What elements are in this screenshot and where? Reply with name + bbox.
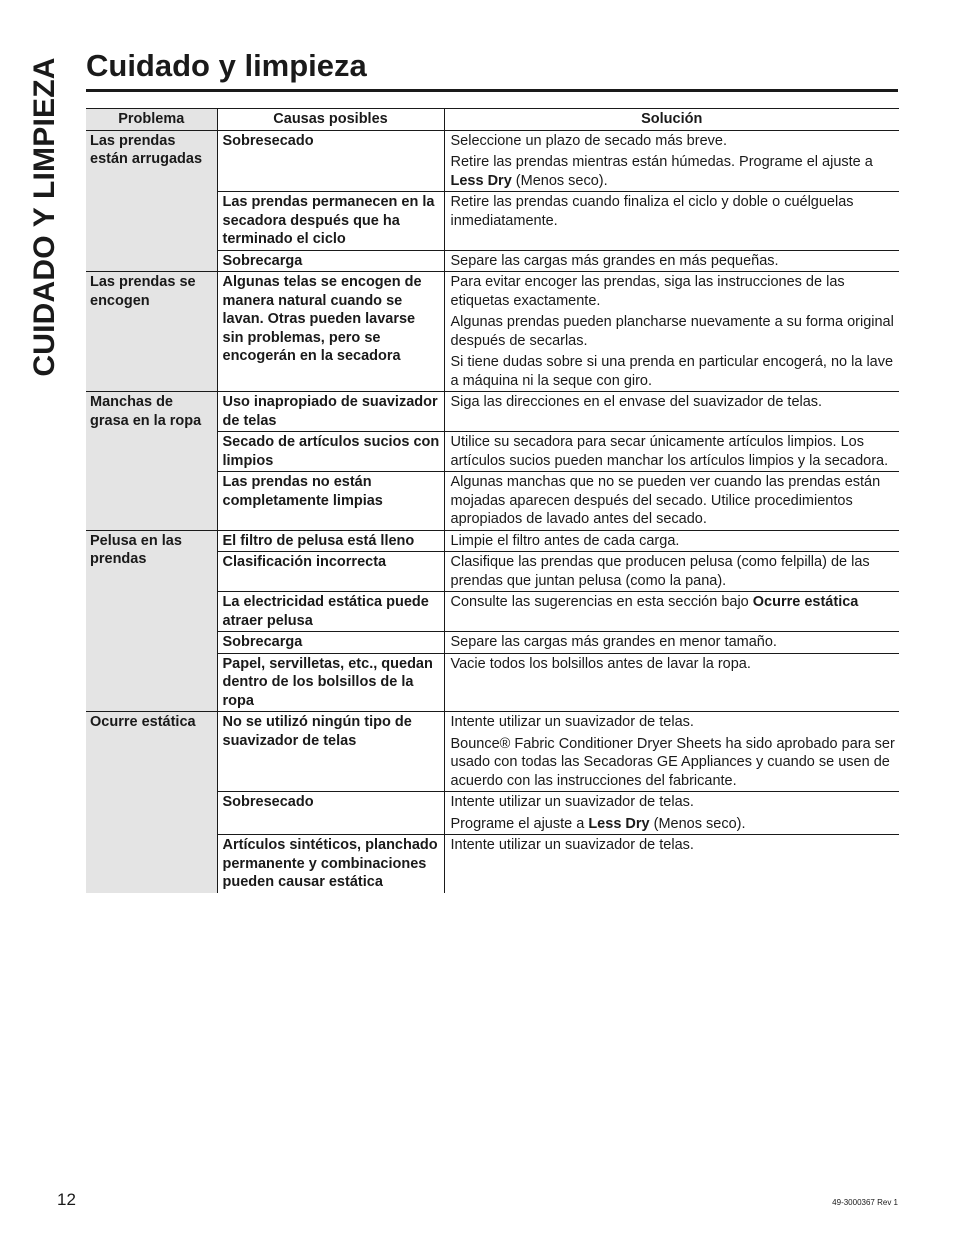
cause-cell: Artículos sintéticos, planchado permanente y combinaciones pueden causar estática bbox=[217, 835, 444, 893]
title-divider bbox=[86, 89, 898, 92]
table-header-row bbox=[86, 109, 899, 131]
table-row bbox=[86, 272, 899, 392]
solution-text: Si tiene dudas sobre si una prenda en particular encogerá, no la lave a máquina ni la seque con giro. bbox=[450, 354, 894, 389]
solution-text: Retire las prendas mientras están húmedas. Programe el ajuste a Less Dry (Menos seco). bbox=[450, 154, 873, 189]
solution-cell bbox=[444, 712, 899, 792]
setting-name: Less Dry bbox=[450, 172, 512, 189]
problem-cell: Pelusa en las prendas bbox=[86, 530, 217, 712]
cause-cell: Sobresecado bbox=[217, 130, 444, 192]
document-code: 49-3000367 Rev 1 bbox=[832, 1198, 898, 1207]
solution-text: Seleccione un plazo de secado más breve. bbox=[450, 132, 727, 149]
solution-text: Para evitar encoger las prendas, siga las instrucciones de las etiquetas exactamente. bbox=[450, 274, 845, 309]
solution-text: Intente utilizar un suavizador de telas. bbox=[450, 714, 694, 730]
solution-text: Separe las cargas más grandes en menor tamaño. bbox=[450, 634, 777, 650]
solution-text: Separe las cargas más grandes en más pequeñas. bbox=[450, 252, 779, 269]
solution-cell bbox=[444, 192, 899, 251]
solution-cell bbox=[444, 472, 899, 531]
header-solution: Solución bbox=[444, 109, 899, 131]
solution-cell bbox=[444, 592, 899, 632]
cause-cell: Secado de artículos sucios con limpios bbox=[217, 432, 444, 472]
solution-cell bbox=[444, 653, 899, 712]
cause-cell: Las prendas permanecen en la secadora después que ha terminado el ciclo bbox=[217, 192, 444, 251]
page-title: Cuidado y limpieza bbox=[86, 48, 367, 83]
cause-cell: Sobrecarga bbox=[217, 250, 444, 272]
solution-text: Utilice su secadora para secar únicamente artículos limpios. Los artículos sucios pueden manchar los artículos limpios y la secadora. bbox=[450, 434, 889, 469]
table-row bbox=[86, 130, 899, 192]
cause-cell: No se utilizó ningún tipo de suavizador de telas bbox=[217, 712, 444, 792]
solution-text: Retire las prendas cuando finaliza el ciclo y doble o cuélguelas inmediatamente. bbox=[450, 194, 854, 229]
solution-cell bbox=[444, 432, 899, 472]
header-problem: Problema bbox=[86, 109, 217, 131]
solution-cell bbox=[444, 392, 899, 432]
solution-text: Vacie todos los bolsillos antes de lavar la ropa. bbox=[450, 655, 751, 672]
problem-cell: Manchas de grasa en la ropa bbox=[86, 392, 217, 531]
solution-cell bbox=[444, 552, 899, 592]
troubleshooting-table bbox=[86, 108, 899, 893]
cause-cell: La electricidad estática puede atraer pelusa bbox=[217, 592, 444, 632]
solution-cell bbox=[444, 272, 899, 392]
solution-cell bbox=[444, 792, 899, 835]
problem-cell: Las prendas están arrugadas bbox=[86, 130, 217, 272]
solution-text: Algunas prendas pueden plancharse nuevamente a su forma original después de secarlas. bbox=[450, 314, 894, 349]
solution-cell bbox=[444, 632, 899, 654]
side-tab-label: CUIDADO Y LIMPIEZA bbox=[28, 57, 61, 377]
page-number: 12 bbox=[57, 1190, 76, 1209]
cause-cell: Clasificación incorrecta bbox=[217, 552, 444, 592]
cause-cell: Uso inapropiado de suavizador de telas bbox=[217, 392, 444, 432]
cause-cell: Papel, servilletas, etc., quedan dentro de los bolsillos de la ropa bbox=[217, 653, 444, 712]
solution-text: Bounce® Fabric Conditioner Dryer Sheets ha sido aprobado para ser usado con todas las Secadoras GE Appliances y cuando se usen de acuerdo con las instrucciones del fabricante. bbox=[450, 735, 895, 789]
solution-text: Consulte las sugerencias en esta sección bajo Ocurre estática bbox=[450, 594, 859, 610]
solution-cell bbox=[444, 250, 899, 272]
solution-text: Programe el ajuste a Less Dry (Menos seco). bbox=[450, 815, 746, 832]
side-section-tab bbox=[22, 52, 68, 382]
cause-cell: Sobrecarga bbox=[217, 632, 444, 654]
setting-name: Less Dry bbox=[588, 815, 650, 832]
header-causes: Causas posibles bbox=[217, 109, 444, 131]
solution-text: Clasifique las prendas que producen pelusa (como felpilla) de las prendas que juntan pelusa (como la pana). bbox=[450, 554, 870, 589]
problem-cell: Las prendas se encogen bbox=[86, 272, 217, 392]
cause-cell: El filtro de pelusa está lleno bbox=[217, 530, 444, 552]
table-row bbox=[86, 530, 899, 552]
table-row bbox=[86, 392, 899, 432]
cause-cell: Sobresecado bbox=[217, 792, 444, 835]
cause-cell: Algunas telas se encogen de manera natural cuando se lavan. Otras pueden lavarse sin problemas, pero se encogerán en la secadora bbox=[217, 272, 444, 392]
problem-cell: Ocurre estática bbox=[86, 712, 217, 893]
solution-cell bbox=[444, 835, 899, 893]
solution-text: Siga las direcciones en el envase del suavizador de telas. bbox=[450, 394, 823, 410]
solution-cell bbox=[444, 530, 899, 552]
table-row bbox=[86, 712, 899, 792]
solution-cell bbox=[444, 130, 899, 192]
cause-cell: Las prendas no están completamente limpias bbox=[217, 472, 444, 531]
solution-text: Intente utilizar un suavizador de telas. bbox=[450, 794, 694, 810]
solution-text: Algunas manchas que no se pueden ver cuando las prendas están mojadas aparecen después del secado. Utilice procedimientos apropiados de lavado antes del secado. bbox=[450, 474, 881, 527]
solution-text: Intente utilizar un suavizador de telas. bbox=[450, 837, 694, 853]
section-reference: Ocurre estática bbox=[752, 594, 859, 610]
solution-text: Limpie el filtro antes de cada carga. bbox=[450, 532, 680, 549]
